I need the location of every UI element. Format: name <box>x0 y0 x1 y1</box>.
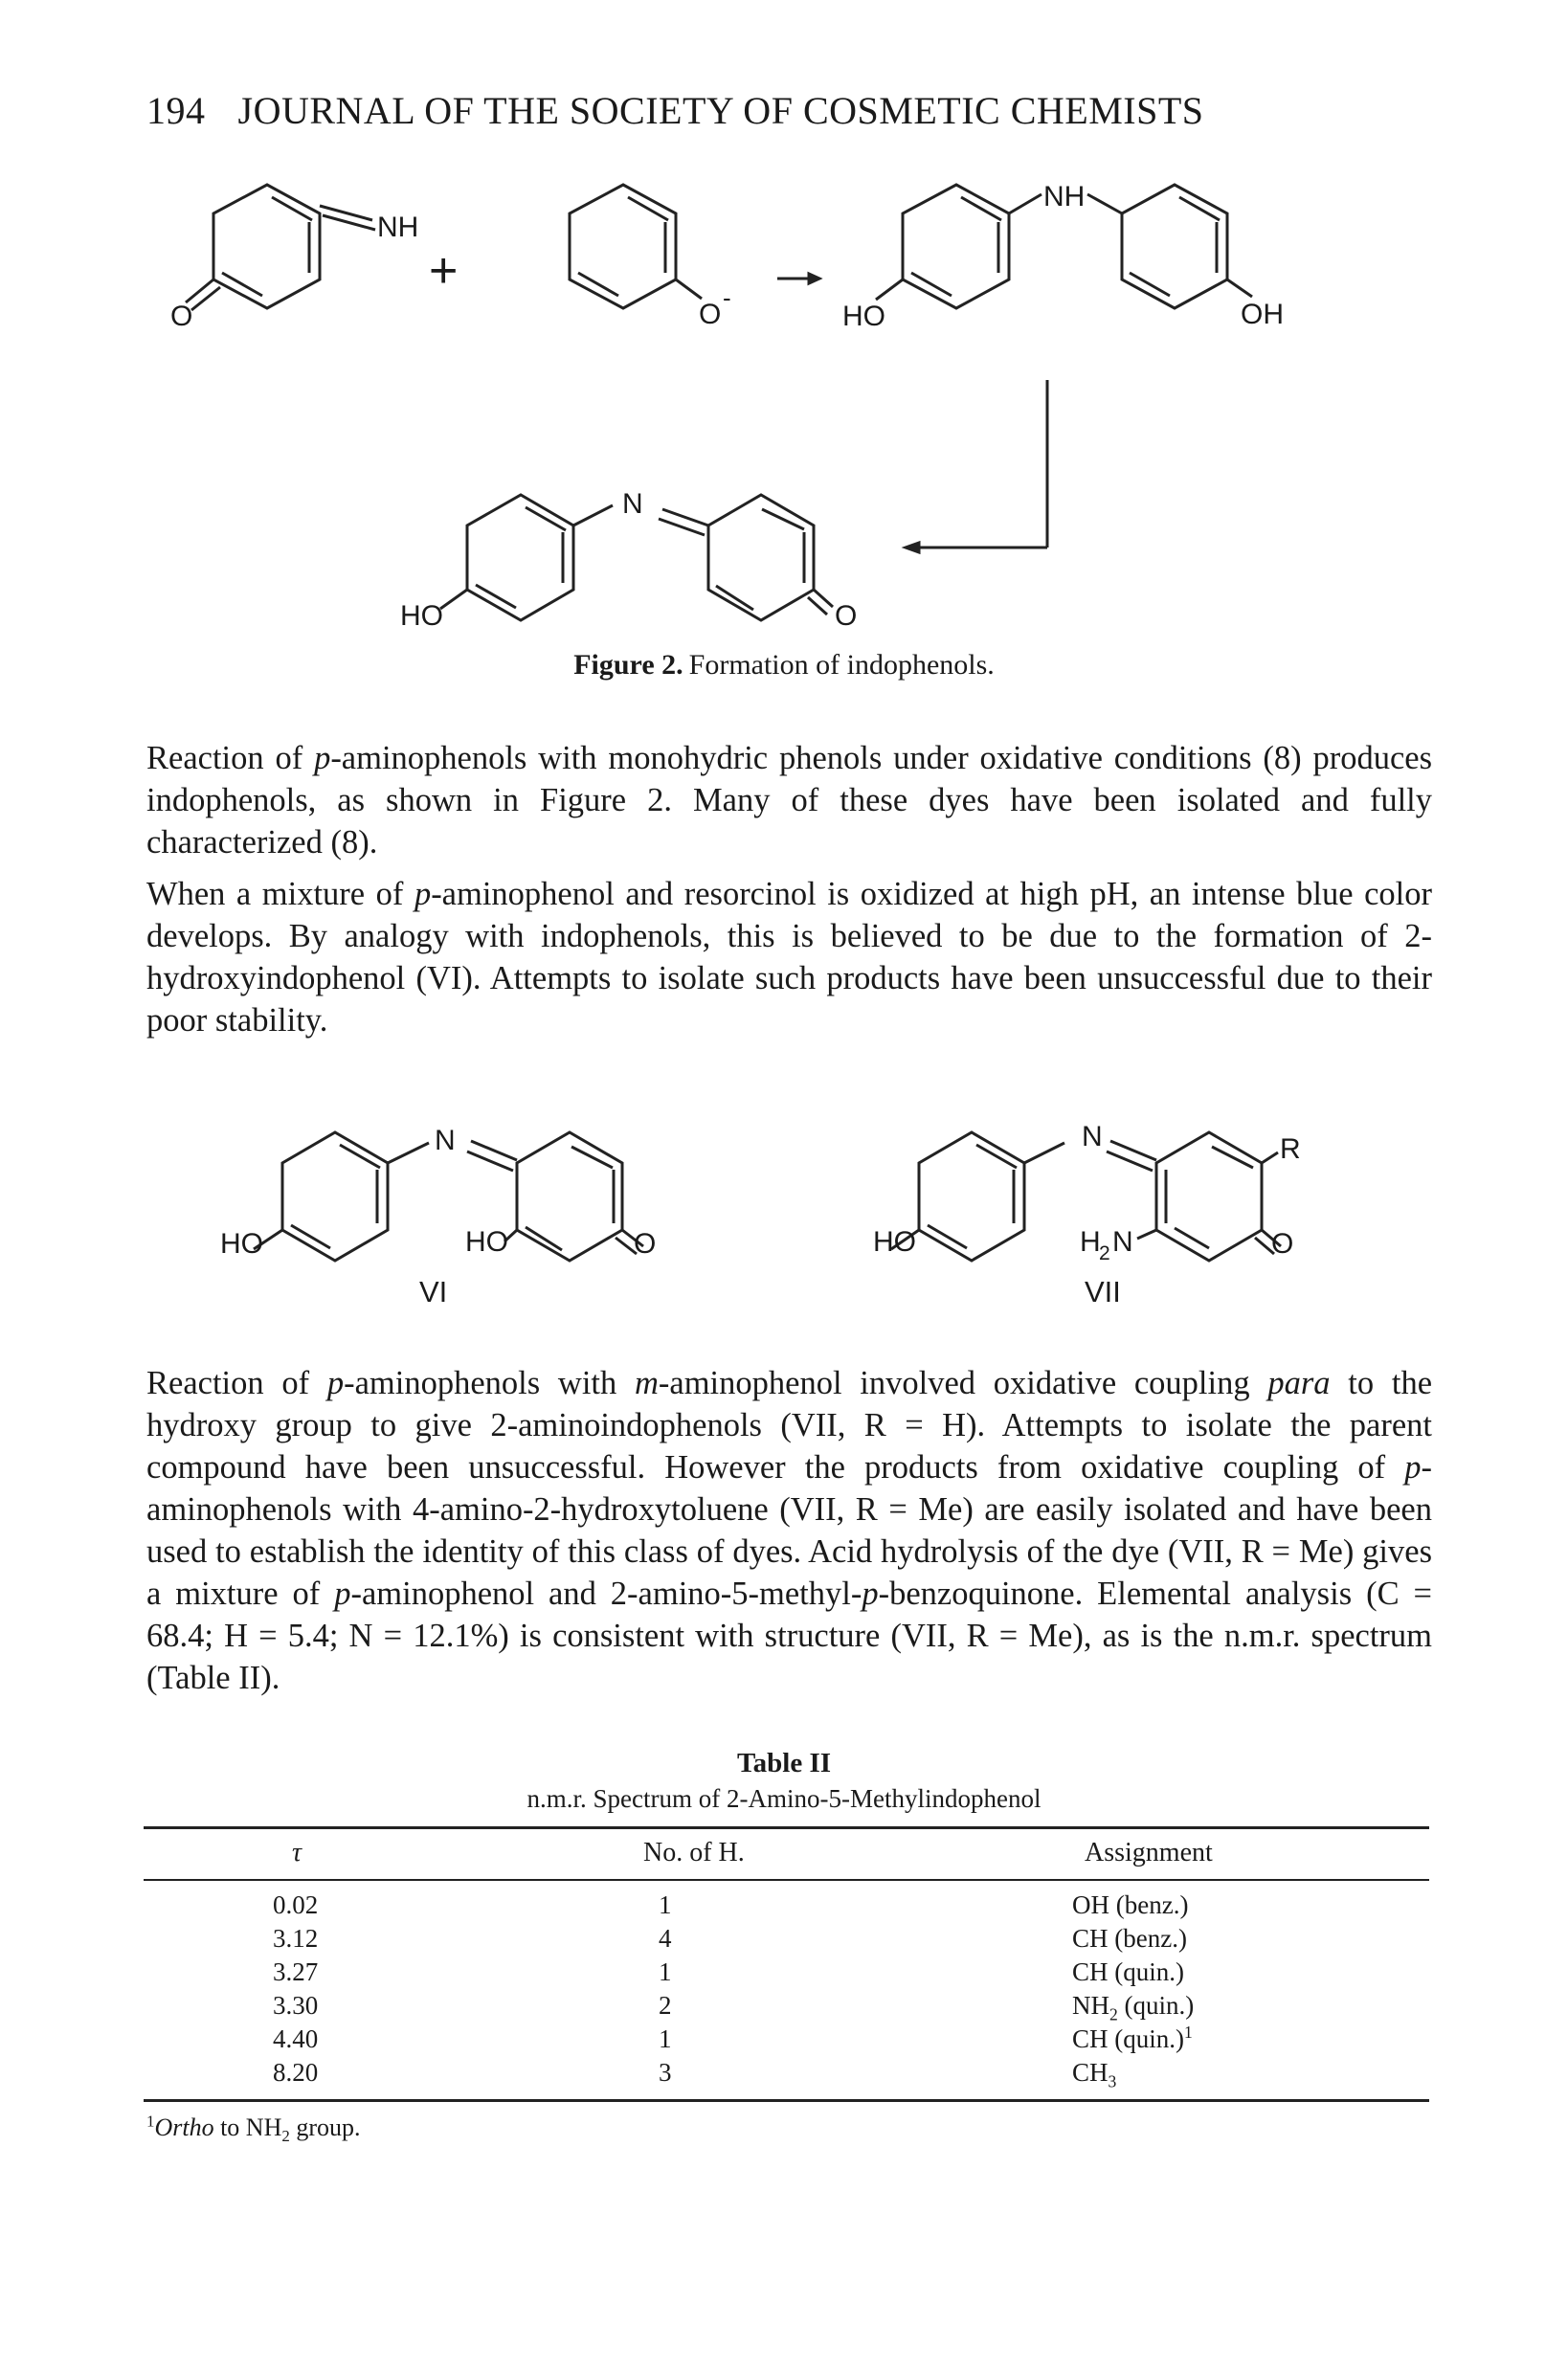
p3-seg-1: Reaction of <box>146 1365 327 1401</box>
plus-sign: + <box>429 243 459 299</box>
p1-text-b: -aminophenols with monohydric phenols under oxidative conditions (8) produces indophenols, as shown in Figure 2. Many of these dyes have been isolated and fully characterized (8). <box>146 740 1432 861</box>
p3-italic-1: p <box>326 1365 345 1401</box>
cell-tau: 8.20 <box>273 2058 319 2087</box>
label-o-2: O <box>835 600 858 632</box>
table-row <box>0 1991 1568 2023</box>
label-o-1: O <box>170 301 193 332</box>
paragraph-3 <box>146 1362 1432 1699</box>
quinone-imine-structure <box>186 185 375 310</box>
cell-tau: 3.30 <box>273 1991 319 2020</box>
p2-text-b: -aminophenol and resorcinol is oxidized at high pH, an intense blue color develops. By analogy with indophenols, this is believed to be due to the formation of 2-hydroxyindophenol (VI). Attempts to isolate such products have been unsuccessful due to their poor stability. <box>146 876 1432 1039</box>
cell-no-h: 2 <box>659 1991 672 2020</box>
table-row <box>0 2058 1568 2091</box>
label-n-1: N <box>622 488 643 520</box>
cell-assignment: $NH_2$ (quin.) <box>1072 1991 1195 2024</box>
cell-tau: 4.40 <box>273 2024 319 2053</box>
label-ho-1: HO <box>842 301 885 332</box>
label-ho-vii: HO <box>873 1226 916 1258</box>
cell-no-h: 1 <box>659 2024 672 2053</box>
label-ho-2: HO <box>400 600 443 632</box>
p2-text-a: When a mixture of <box>146 876 414 912</box>
cell-no-h: 3 <box>659 2058 672 2087</box>
label-o-vii: O <box>1271 1228 1294 1260</box>
p2-italic: p <box>414 876 432 912</box>
figure-caption-text: Formation of indophenols. <box>688 649 995 681</box>
cell-assignment: CH (quin.) <box>1072 1957 1184 1986</box>
label-minus: - <box>723 283 731 312</box>
label-r: R <box>1280 1133 1301 1165</box>
p3-seg-7: -benzoquinone. Elemental analysis (C = 68.4; H = 5.4; N = 12.1%) is consistent with structure (VII, R = Me), as is the n.m.r. spectrum (Table II). <box>146 1576 1432 1696</box>
label-ho-vi-1: HO <box>220 1228 263 1260</box>
table-row <box>0 1924 1568 1956</box>
label-nh-1: NH <box>377 212 419 243</box>
table-subtitle: n.m.r. Spectrum of 2-Amino-5-Methylindophenol <box>526 1784 1042 1813</box>
cell-tau: 0.02 <box>273 1890 319 1919</box>
header-no-h: No. of H. <box>643 1838 745 1867</box>
p3-italic-2: m <box>634 1365 659 1401</box>
table-row <box>0 1890 1568 1923</box>
cell-assignment: CH (benz.) <box>1072 1924 1187 1953</box>
header-tau: τ <box>292 1838 302 1867</box>
cell-assignment: $CH_3$ <box>1072 2058 1117 2091</box>
cell-no-h: 1 <box>659 1957 672 1986</box>
label-n-vii: N <box>1082 1121 1103 1152</box>
label-oh-1: OH <box>1241 299 1284 330</box>
cell-no-h: 4 <box>659 1924 672 1953</box>
table-title: Table II <box>736 1748 832 1778</box>
cell-assignment: CH (quin.)$^1$ <box>1072 2023 1193 2053</box>
paragraph-2 <box>146 873 1432 1041</box>
figure-label: Figure 2. <box>573 649 683 681</box>
cell-tau: 3.12 <box>273 1924 319 1953</box>
p3-italic-5: p <box>334 1576 351 1612</box>
paragraph-1 <box>146 737 1432 863</box>
label-ho-vi-2: HO <box>465 1226 508 1258</box>
p1-italic: p <box>314 740 331 776</box>
label-n-vi: N <box>435 1125 456 1156</box>
table-footnote: $^1$Ortho to $NH_2$ group. <box>146 2112 361 2146</box>
page-number: 194 <box>146 89 206 132</box>
table-bottom-rule <box>144 2099 1429 2102</box>
journal-title: JOURNAL OF THE SOCIETY OF COSMETIC CHEMISTS <box>237 89 1204 132</box>
header-assignment: Assignment <box>1085 1838 1213 1867</box>
p3-seg-2: -aminophenols with <box>344 1365 635 1401</box>
label-o-vi: O <box>634 1228 657 1260</box>
table-top-rule <box>144 1826 1429 1829</box>
table-row <box>0 1957 1568 1990</box>
phenoxide-structure <box>570 185 702 308</box>
label-o-minus: O <box>699 299 722 330</box>
p1-text-a: Reaction of <box>146 740 315 776</box>
cell-no-h: 1 <box>659 1890 672 1919</box>
p3-italic-4: p <box>1404 1449 1422 1486</box>
label-nh-2: NH <box>1043 181 1086 212</box>
table-row <box>0 2024 1568 2057</box>
compound-label-vi: VI <box>419 1275 448 1308</box>
compound-label-vii: VII <box>1085 1275 1121 1308</box>
p3-italic-6: p <box>862 1576 879 1612</box>
figure-caption <box>0 649 1568 682</box>
p3-seg-3: -aminophenol involved oxidative coupling <box>658 1365 1268 1401</box>
p3-seg-5: -aminophenols with 4-amino-2-hydroxytoluene (VII, R = Me) are easily isolated and have been used to establish the identity of this class of dyes. Acid hydrolysis of the dye (VII, R = Me) gives a mixture of <box>146 1449 1432 1612</box>
label-h2n-2: 2 <box>1099 1242 1110 1264</box>
table-header-rule <box>144 1879 1429 1881</box>
cell-assignment: OH (benz.) <box>1072 1890 1189 1919</box>
p3-italic-3: para <box>1267 1365 1331 1401</box>
label-h2n-n: N <box>1112 1226 1133 1258</box>
label-h2n-h: H <box>1080 1226 1101 1258</box>
cell-tau: 3.27 <box>273 1957 319 1986</box>
p3-seg-6: -aminophenol and 2-amino-5-methyl- <box>350 1576 862 1612</box>
p3-seg-4: to the hydroxy group to give 2-aminoindophenols (VII, R = H). Attempts to isolate the parent compound have been unsuccessful. However the products from oxidative coupling of <box>146 1365 1433 1486</box>
